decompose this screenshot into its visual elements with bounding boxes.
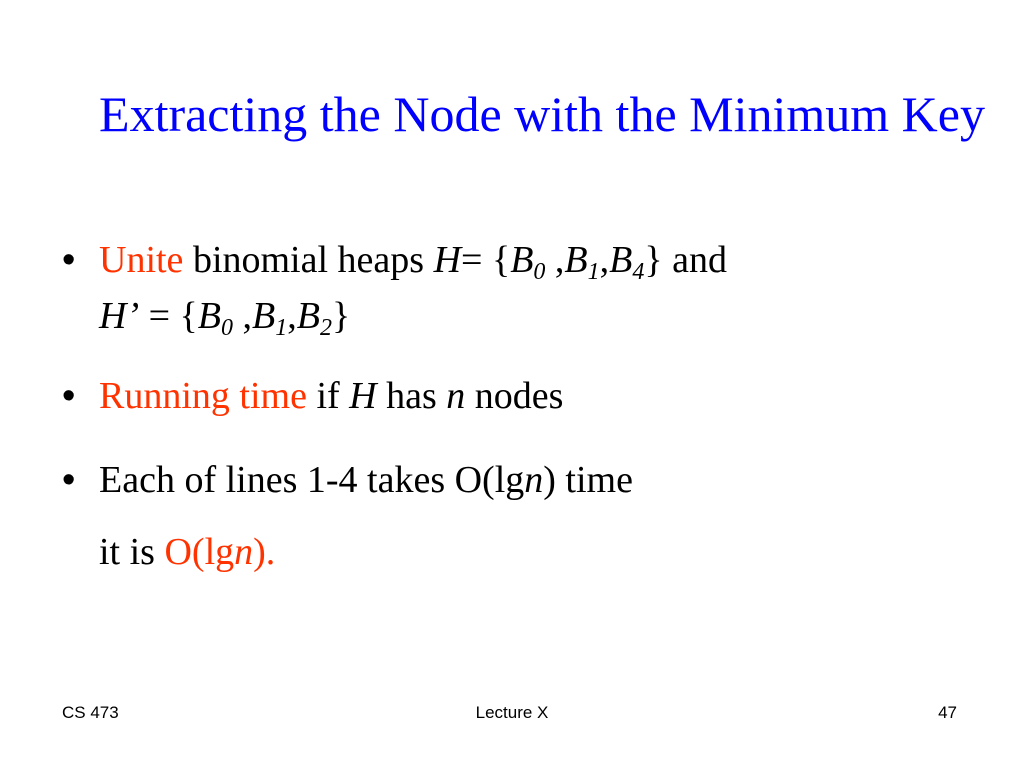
accent-var-n: n — [234, 531, 254, 573]
sub-0: 0 — [221, 315, 233, 341]
text-eq-open-2: = { — [139, 295, 198, 337]
text-each-of-lines: Each of lines 1-4 takes O(lg — [99, 459, 525, 501]
var-b: B — [609, 239, 633, 281]
var-h: H — [349, 375, 377, 417]
bullet-dot-icon: • — [62, 239, 76, 281]
bullet-dot-icon: • — [62, 375, 76, 417]
accent-complexity — [164, 531, 275, 573]
text-close: } — [331, 295, 351, 337]
accent-close: ). — [253, 531, 276, 573]
text-nodes: nodes — [465, 375, 564, 417]
bullet-list — [62, 232, 1002, 580]
sub-0: 0 — [533, 259, 546, 285]
text-binomial-heaps: binomial heaps — [183, 239, 434, 281]
text-comma: , — [287, 295, 297, 337]
text-eq-open: = { — [461, 239, 511, 281]
accent-olg: O(lg — [164, 531, 235, 573]
bullet-unite-line-1 — [99, 232, 1002, 288]
bullet-running-time — [62, 368, 1002, 424]
var-n: n — [446, 375, 466, 417]
sub-1: 1 — [587, 259, 600, 285]
accent-running-time: Running time — [99, 375, 307, 417]
var-b: B — [510, 239, 534, 281]
bullet-running-time-line — [99, 368, 1002, 424]
text-time: ) time — [543, 459, 633, 501]
var-b: B — [197, 295, 221, 337]
text-comma: , — [599, 239, 610, 281]
text-close-and: } and — [644, 239, 727, 281]
sub-4: 4 — [632, 259, 645, 285]
bullet-unite — [62, 232, 1002, 344]
bullet-each-line-1 — [99, 452, 1002, 508]
text-comma-space: , — [233, 295, 252, 337]
var-b: B — [564, 239, 588, 281]
text-if: if — [306, 375, 350, 417]
text-has: has — [376, 375, 447, 417]
var-h: H — [433, 239, 462, 281]
text-comma-space: , — [545, 239, 565, 281]
var-b: B — [296, 295, 320, 337]
accent-unite: Unite — [99, 239, 184, 281]
bullet-dot-icon: • — [62, 459, 76, 501]
bullet-each-of-lines — [62, 452, 1002, 580]
footer-lecture: Lecture X — [475, 703, 549, 722]
bullet-each-line-2 — [99, 524, 1002, 580]
footer-course: CS 473 — [62, 703, 119, 722]
text-it-is: it is — [99, 531, 165, 573]
bullet-unite-line-2 — [99, 288, 1002, 344]
slide-title: Extracting the Node with the Minimum Key — [99, 86, 985, 142]
var-n: n — [524, 459, 544, 501]
sub-2: 2 — [319, 315, 332, 341]
var-b: B — [252, 295, 276, 337]
footer-page-number: 47 — [938, 703, 957, 722]
sub-1: 1 — [275, 315, 288, 341]
var-h-prime: H’ — [99, 295, 140, 337]
